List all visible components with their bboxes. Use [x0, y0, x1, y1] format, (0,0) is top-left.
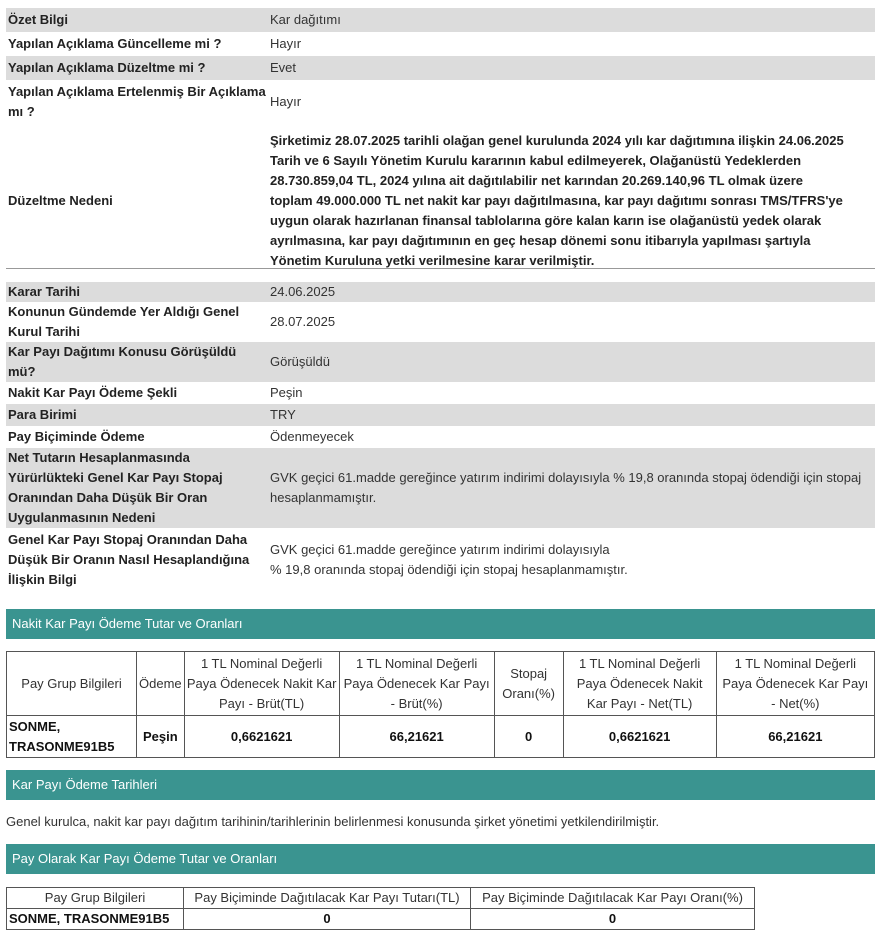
details-table [6, 282, 875, 592]
section-header-cash: Nakit Kar Payı Ödeme Tutar ve Oranları [6, 609, 875, 639]
share-group-cell: SONME, TRASONME91B5 [7, 716, 137, 758]
column-header: 1 TL Nominal Değerli Paya Ödenecek Kar Payı - Net(%) [716, 652, 874, 716]
share-dividend-table [6, 887, 755, 930]
share-group-cell: SONME, TRASONME91B5 [7, 909, 184, 930]
row-value: Ödenmeyecek [270, 429, 354, 444]
table-row [6, 448, 875, 528]
table-header-row [7, 652, 875, 716]
row-label: Karar Tarihi [6, 282, 268, 302]
payment-dates-text: Genel kurulca, nakit kar payı dağıtım tarihinin/tarihlerinin belirlenmesi konusunda şirket yönetimi yetkilendirilmiştir. [6, 814, 660, 829]
table-row [6, 56, 875, 80]
row-label: Konunun Gündemde Yer Aldığı Genel Kurul Tarihi [8, 304, 240, 339]
table-cell: Peşin [137, 716, 185, 758]
row-value: 28.07.2025 [270, 314, 336, 329]
row-value: GVK geçici 61.madde gereğince yatırım indirimi dolayısıyla % 19,8 oranında stopaj ödendiği için stopaj hesaplanmamıştır. [268, 448, 875, 528]
table-row [6, 404, 875, 426]
row-label: Özet Bilgi [6, 8, 268, 32]
column-header: 1 TL Nominal Değerli Paya Ödenecek Nakit Kar Payı - Brüt(TL) [184, 652, 339, 716]
row-value: TRY [268, 404, 875, 426]
value-line: % 19,8 oranında stopaj ödendiği için stopaj hesaplanmamıştır. [270, 562, 628, 577]
row-value: Evet [268, 56, 875, 80]
row-value: Kar dağıtımı [268, 8, 875, 32]
row-value: Hayır [268, 32, 875, 56]
summary-table [6, 8, 875, 278]
table-row [6, 32, 875, 56]
row-label: Düzeltme Nedeni [6, 124, 268, 278]
table-row [6, 426, 875, 448]
table-row [7, 909, 755, 930]
table-cell: 0 [184, 909, 471, 930]
row-value: 24.06.2025 [268, 282, 875, 302]
table-row [6, 282, 875, 302]
table-row [6, 302, 875, 342]
row-value [268, 528, 875, 592]
table-row [6, 382, 875, 404]
table-row [6, 124, 875, 278]
row-value: Görüşüldü [268, 342, 875, 382]
table-cell: 0,6621621 [563, 716, 716, 758]
column-header: Ödeme [137, 652, 185, 716]
row-label: Genel Kar Payı Stopaj Oranından Daha Düşük Bir Oranın Nasıl Hesaplandığına İlişkin Bilgi [8, 532, 250, 587]
table-row [6, 342, 875, 382]
value-line: GVK geçici 61.madde gereğince yatırım indirimi dolayısıyla [270, 542, 610, 557]
row-label: Kar Payı Dağıtımı Konusu Görüşüldü mü? [6, 342, 268, 382]
column-header: Pay Grup Bilgileri [7, 652, 137, 716]
table-cell: 66,21621 [339, 716, 494, 758]
correction-reason-text: Şirketimiz 28.07.2025 tarihli olağan genel kurulunda 2024 yılı kar dağıtımına ilişkin 24.06.2025 Tarih ve 6 Sayılı Yönetim Kurulu kararının kabul edilmeyerek, Olağanüstü Yedeklerden 28.730.859,04 TL, 2024 yılına ait dağıtılabilir net karından 20.269.140,96 TL olmak üzere toplam 49.000.000 TL net nakit kar payı dağıtılmasına, kar payı dağıtımı sonrası TMS/TFRS'ye uygun olarak hazırlanan finansal tablolarına göre kalan karın ise olağanüstü yedek olarak ayrılmasına, kar payı dağıtımının en geç hesap dönemi sonu itibarıyla yapılması şartıyla Yönetim Kuruluna yetki verilmesine karar verilmiştir. [268, 124, 875, 278]
row-label: Yapılan Açıklama Düzeltme mi ? [6, 56, 268, 80]
section-header-dates: Kar Payı Ödeme Tarihleri [6, 770, 875, 800]
column-header: Pay Biçiminde Dağıtılacak Kar Payı Oranı(%) [471, 888, 755, 909]
row-label: Pay Biçiminde Ödeme [8, 429, 145, 444]
table-row [6, 8, 875, 32]
table-row [7, 716, 875, 758]
table-row [6, 528, 875, 592]
column-header: Pay Biçiminde Dağıtılacak Kar Payı Tutarı(TL) [184, 888, 471, 909]
column-header: 1 TL Nominal Değerli Paya Ödenecek Kar Payı - Brüt(%) [339, 652, 494, 716]
section-header-share: Pay Olarak Kar Payı Ödeme Tutar ve Oranları [6, 844, 875, 874]
row-value: Hayır [268, 80, 875, 124]
row-label: Nakit Kar Payı Ödeme Şekli [8, 385, 178, 400]
column-header: Stopaj Oranı(%) [494, 652, 563, 716]
row-value: Peşin [270, 385, 303, 400]
divider [6, 268, 875, 269]
table-cell: 0 [471, 909, 755, 930]
table-cell: 66,21621 [716, 716, 874, 758]
table-row [6, 80, 875, 124]
table-cell: 0 [494, 716, 563, 758]
column-header: Pay Grup Bilgileri [7, 888, 184, 909]
row-label: Para Birimi [6, 404, 268, 426]
row-label: Net Tutarın Hesaplanmasında Yürürlükteki Genel Kar Payı Stopaj Oranından Daha Düşük Bir Oran Uygulanmasının Nedeni [6, 448, 268, 528]
column-header: 1 TL Nominal Değerli Paya Ödenecek Nakit Kar Payı - Net(TL) [563, 652, 716, 716]
cash-dividend-table [6, 651, 875, 758]
row-label: Yapılan Açıklama Ertelenmiş Bir Açıklama mı ? [6, 80, 268, 124]
table-header-row [7, 888, 755, 909]
table-cell: 0,6621621 [184, 716, 339, 758]
row-label: Yapılan Açıklama Güncelleme mi ? [6, 32, 268, 56]
